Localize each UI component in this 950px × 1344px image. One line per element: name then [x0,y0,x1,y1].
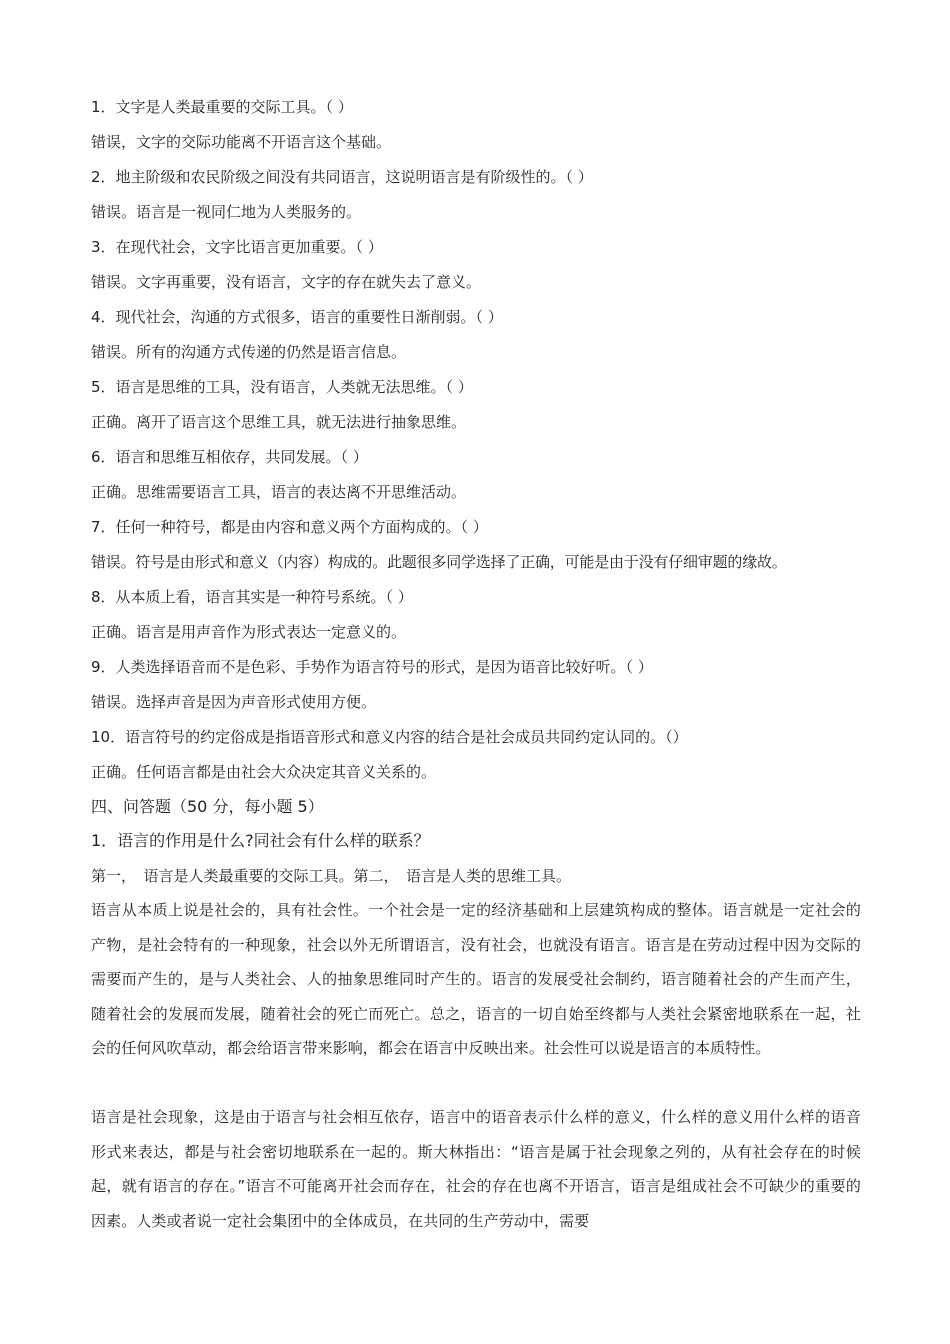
answer-intro: 第一， 语言是人类最重要的交际工具。第二， 语言是人类的思维工具。 [91,867,572,885]
paragraph-2: 语言是社会现象，这是由于语言与社会相互依存，语言中的语音表示什么样的意义，什么样的意义用什么样的语音形式来表达，都是与社会密切地联系在一起的。斯大林指出：“语言是属于社会现象之列的，从有社会存在的时候起，就有语言的存在。”语言不可能离开社会而存在，社会的存在也离不开语言，语言是组成社会不可缺少的重要的因素。人类或者说一定社会集团中的全体成员，在共同的生产劳动中，需要 [91,1108,861,1230]
answer-4: 错误。所有的沟通方式传递的仍然是语言信息。 [91,343,407,361]
paragraph-1: 语言从本质上说是社会的，具有社会性。一个社会是一定的经济基础和上层建筑构成的整体。语言就是一定社会的产物，是社会特有的一种现象，社会以外无所谓语言，没有社会，也就没有语言。语言是在劳动过程中因为交际的需要而产生的，是与人类社会、人的抽象思维同时产生的。语言的发展受社会制约，语言随着社会的产生而产生，随着社会的发展而发展，随着社会的死亡而死亡。总之，语言的一切自始至终都与人类社会紧密地联系在一起，社会的任何风吹草动，都会给语言带来影响，都会在语言中反映出来。社会性可以说是语言的本质特性。 [91,901,861,1058]
answer-7: 错误。符号是由形式和意义（内容）构成的。此题很多同学选择了正确，可能是由于没有仔细审题的缘故。 [91,553,787,571]
answer-9: 错误。选择声音是因为声音形式使用方便。 [91,693,377,711]
question-7: 7．任何一种符号，都是由内容和意义两个方面构成的。（ ） [91,518,488,536]
answer-5: 正确。离开了语言这个思维工具，就无法进行抽象思维。 [91,413,467,431]
question-9: 9．人类选择语音而不是色彩、手势作为语言符号的形式，是因为语音比较好听。（ ） [91,658,653,676]
answer-2: 错误。语言是一视同仁地为人类服务的。 [91,203,362,221]
question-4: 4．现代社会，沟通的方式很多，语言的重要性日渐削弱。（ ） [91,308,503,326]
answer-6: 正确。思维需要语言工具，语言的表达离不开思维活动。 [91,483,467,501]
answer-8: 正确。语言是用声音作为形式表达一定意义的。 [91,623,407,641]
answer-1: 错误，文字的交际功能离不开语言这个基础。 [91,133,392,151]
question-1: 1．文字是人类最重要的交际工具。（ ） [91,98,353,116]
question-8: 8．从本质上看，语言其实是一种符号系统。（ ） [91,588,413,606]
question-5: 5．语言是思维的工具，没有语言，人类就无法思维。（ ） [91,378,473,396]
question-title: 1．语言的作用是什么?同社会有什么样的联系？ [91,831,430,850]
section-title: 四、问答题（50 分，每小题 5） [91,797,324,816]
answer-10: 正确。任何语言都是由社会大众决定其音义关系的。 [91,763,437,781]
question-6: 6．语言和思维互相依存，共同发展。（ ） [91,448,368,466]
answer-3: 错误。文字再重要，没有语言，文字的存在就失去了意义。 [91,273,482,291]
question-10: 10．语言符号的约定俗成是指语音形式和意义内容的结合是社会成员共同约定认同的。（） [91,728,688,746]
question-3: 3．在现代社会，文字比语言更加重要。（ ） [91,238,383,256]
question-2: 2．地主阶级和农民阶级之间没有共同语言，这说明语言是有阶级性的。（ ） [91,168,593,186]
